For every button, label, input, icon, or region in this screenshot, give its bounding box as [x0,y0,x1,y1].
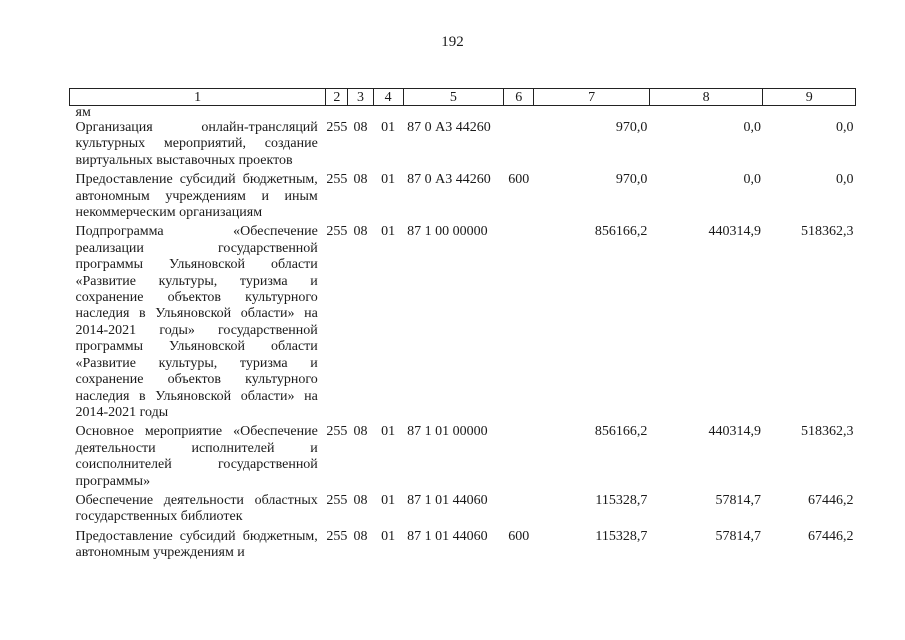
row-target-article: 87 0 А3 44260 [407,172,491,188]
row-section: 08 [353,120,368,135]
row-expense-type [504,424,534,493]
column-header-7: 7 [534,89,650,106]
row-expense-type: 600 [508,528,530,544]
row-subsection: 01 [381,172,396,188]
column-header-8: 8 [649,89,763,106]
table-row [70,493,856,529]
row-amount-1: 970,0 [615,120,648,135]
row-expense-type [504,493,534,529]
row-ministry: 255 [326,492,348,508]
table-row [70,424,856,493]
column-header-4: 4 [373,89,403,106]
table-row [70,120,856,172]
row-ministry: 255 [326,172,348,188]
row-section: 08 [353,528,368,544]
row-subsection: 01 [381,528,396,544]
budget-table [69,88,856,562]
row-name: Подпрограмма «Обеспечение реализации государственной программы Ульяновской области «Развитие культуры, туризма и сохранение объектов культурного наследия в Ульяновской области» на 2014-2021 годы» государственной программы Ульяновской области «Развитие культуры, туризма и сохранение объектов культурного наследия в Ульяновской области» на 2014-2021 годы [75,224,318,420]
row-subsection: 01 [381,424,396,440]
row-expense-type [504,224,534,424]
row-amount-1: 856166,2 [594,224,648,240]
table-row [70,224,856,424]
row-amount-2: 440314,9 [708,424,761,440]
row-ministry: 255 [326,120,348,135]
table-row [70,529,856,562]
column-header-2: 2 [326,89,348,106]
column-header-6: 6 [504,89,534,106]
row-name: Предоставление субсидий бюджетным, автономным учреждениям и [75,528,318,561]
row-ministry: 255 [326,528,348,544]
row-amount-3: 67446,2 [808,492,854,508]
row-ministry: 255 [326,224,348,240]
table-row [70,172,856,224]
row-amount-1: 115328,7 [595,492,648,508]
continuation-text: ям [75,105,91,120]
column-header-1: 1 [70,89,326,106]
row-amount-3: 67446,2 [808,528,854,544]
row-name: Предоставление субсидий бюджетным, автономным учреждениям и иным некоммерческим организациям [75,172,318,221]
row-amount-3: 0,0 [836,172,854,188]
row-expense-type [504,120,534,172]
table-header-row [70,89,856,106]
row-amount-2: 57814,7 [715,528,761,544]
row-amount-2: 440314,9 [708,224,761,240]
row-amount-1: 856166,2 [594,424,648,440]
column-header-9: 9 [763,89,856,106]
column-header-3: 3 [348,89,373,106]
row-target-article: 87 1 01 44060 [407,492,488,508]
row-subsection: 01 [381,224,396,240]
row-amount-1: 115328,7 [595,528,648,544]
row-subsection: 01 [381,492,396,508]
row-amount-3: 518362,3 [801,224,854,240]
row-amount-2: 0,0 [743,120,761,135]
row-subsection: 01 [381,120,396,135]
row-name: Организация онлайн-трансляций культурных мероприятий, создание виртуальных выставочных проектов [75,120,318,168]
row-amount-1: 970,0 [615,172,648,188]
row-target-article: 87 1 00 00000 [407,224,488,240]
row-section: 08 [353,424,368,440]
row-name: Основное мероприятие «Обеспечение деятельности исполнителей и соисполнителей государственной программы» [75,424,318,489]
row-section: 08 [353,172,368,188]
row-amount-3: 0,0 [836,120,854,135]
row-target-article: 87 1 01 00000 [407,424,488,440]
row-section: 08 [353,224,368,240]
row-target-article: 87 0 А3 44260 [407,120,491,135]
row-expense-type: 600 [508,172,530,188]
row-target-article: 87 1 01 44060 [407,528,488,544]
row-section: 08 [353,492,368,508]
row-name: Обеспечение деятельности областных государственных библиотек [75,492,318,525]
continuation-row [70,106,856,121]
row-amount-3: 518362,3 [801,424,854,440]
row-amount-2: 0,0 [743,172,761,188]
column-header-5: 5 [403,89,504,106]
row-amount-2: 57814,7 [715,492,761,508]
row-ministry: 255 [326,424,348,440]
page-number: 192 [441,34,464,50]
